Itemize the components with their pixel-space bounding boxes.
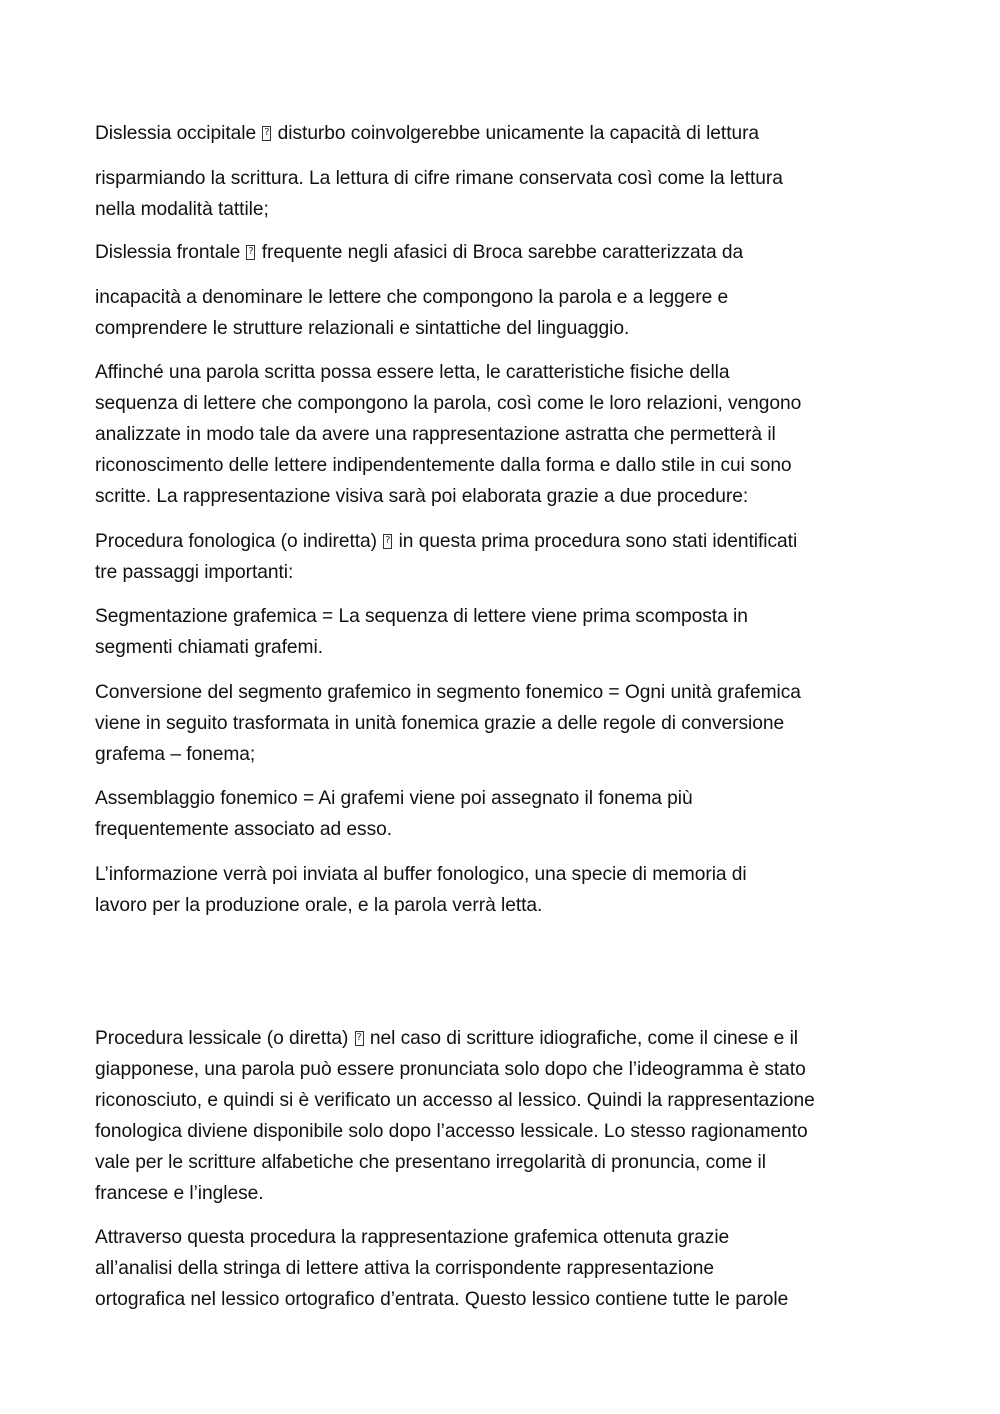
paragraph-dislessia-occipitale: [95, 118, 910, 149]
text-line: vale per le scritture alfabetiche che presentano irregolarità di pronuncia, come il: [95, 1152, 766, 1173]
text-line: Conversione del segmento grafemico in segmento fonemico = Ogni unità grafemica: [95, 682, 801, 703]
paragraph-frontale-continued: [95, 282, 910, 344]
missing-glyph-icon: [246, 245, 255, 260]
paragraph-occipitale-continued: [95, 163, 910, 225]
paragraph-attraverso: [95, 1222, 910, 1315]
text-line: tre passaggi importanti:: [95, 562, 294, 583]
text-line: [95, 526, 910, 557]
text-line: [95, 1023, 910, 1054]
text-line: scritte. La rappresentazione visiva sarà poi elaborata grazie a due procedure:: [95, 486, 749, 507]
paragraph-conversione: [95, 677, 910, 770]
text-line: Assemblaggio fonemico = Ai grafemi viene poi assegnato il fonema più: [95, 788, 693, 809]
text-run: Dislessia occipitale: [95, 123, 257, 144]
missing-glyph-icon: [262, 126, 271, 141]
text-run: Procedura fonologica (o indiretta): [95, 531, 378, 552]
paragraph-assemblaggio: [95, 783, 910, 845]
text-line: analizzate in modo tale da avere una rappresentazione astratta che permetterà il: [95, 424, 776, 445]
text-line: fonologica diviene disponibile solo dopo l’accesso lessicale. Lo stesso ragionamento: [95, 1121, 808, 1142]
text-line: [95, 237, 910, 268]
missing-glyph-icon: [383, 534, 392, 549]
text-line: nella modalità tattile;: [95, 199, 269, 220]
text-run: nel caso di scritture idiografiche, come il cinese e il: [369, 1028, 799, 1049]
text-line: segmenti chiamati grafemi.: [95, 637, 323, 658]
text-run: in questa prima procedura sono stati identificati: [398, 531, 798, 552]
paragraph-procedura-lessicale: [95, 1023, 910, 1209]
text-line: Affinché una parola scritta possa essere letta, le caratteristiche fisiche della: [95, 362, 730, 383]
text-line: giapponese, una parola può essere pronunciata solo dopo che l’ideogramma è stato: [95, 1059, 806, 1080]
paragraph-affinche: [95, 357, 910, 512]
text-line: Segmentazione grafemica = La sequenza di lettere viene prima scomposta in: [95, 606, 748, 627]
text-line: incapacità a denominare le lettere che compongono la parola e a leggere e: [95, 287, 729, 308]
missing-glyph-icon: [355, 1031, 364, 1046]
text-line: frequentemente associato ad esso.: [95, 819, 393, 840]
text-line: [95, 118, 910, 149]
text-line: ortografica nel lessico ortografico d’entrata. Questo lessico contiene tutte le parole: [95, 1289, 789, 1310]
text-run: Procedura lessicale (o diretta): [95, 1028, 349, 1049]
text-run: frequente negli afasici di Broca sarebbe caratterizzata da: [261, 242, 744, 263]
paragraph-segmentazione: [95, 601, 910, 663]
text-line: riconosciuto, e quindi si è verificato un accesso al lessico. Quindi la rappresentazione: [95, 1090, 815, 1111]
text-line: risparmiando la scrittura. La lettura di cifre rimane conservata così come la lettura: [95, 168, 783, 189]
text-line: francese e l’inglese.: [95, 1183, 264, 1204]
paragraph-procedura-fonologica: [95, 526, 910, 588]
text-line: Attraverso questa procedura la rappresentazione grafemica ottenuta grazie: [95, 1227, 730, 1248]
text-line: riconoscimento delle lettere indipendentemente dalla forma e dallo stile in cui sono: [95, 455, 792, 476]
text-line: sequenza di lettere che compongono la parola, così come le loro relazioni, vengono: [95, 393, 802, 414]
text-run: Dislessia frontale: [95, 242, 241, 263]
paragraph-dislessia-frontale: [95, 237, 910, 268]
text-line: viene in seguito trasformata in unità fonemica grazie a delle regole di conversione: [95, 713, 785, 734]
paragraph-informazione: [95, 859, 910, 921]
text-line: grafema – fonema;: [95, 744, 256, 765]
text-line: comprendere le strutture relazionali e sintattiche del linguaggio.: [95, 318, 630, 339]
text-line: L’informazione verrà poi inviata al buffer fonologico, una specie di memoria di: [95, 864, 747, 885]
text-line: all’analisi della stringa di lettere attiva la corrispondente rappresentazione: [95, 1258, 714, 1279]
text-line: lavoro per la produzione orale, e la parola verrà letta.: [95, 895, 543, 916]
text-run: disturbo coinvolgerebbe unicamente la capacità di lettura: [277, 123, 760, 144]
